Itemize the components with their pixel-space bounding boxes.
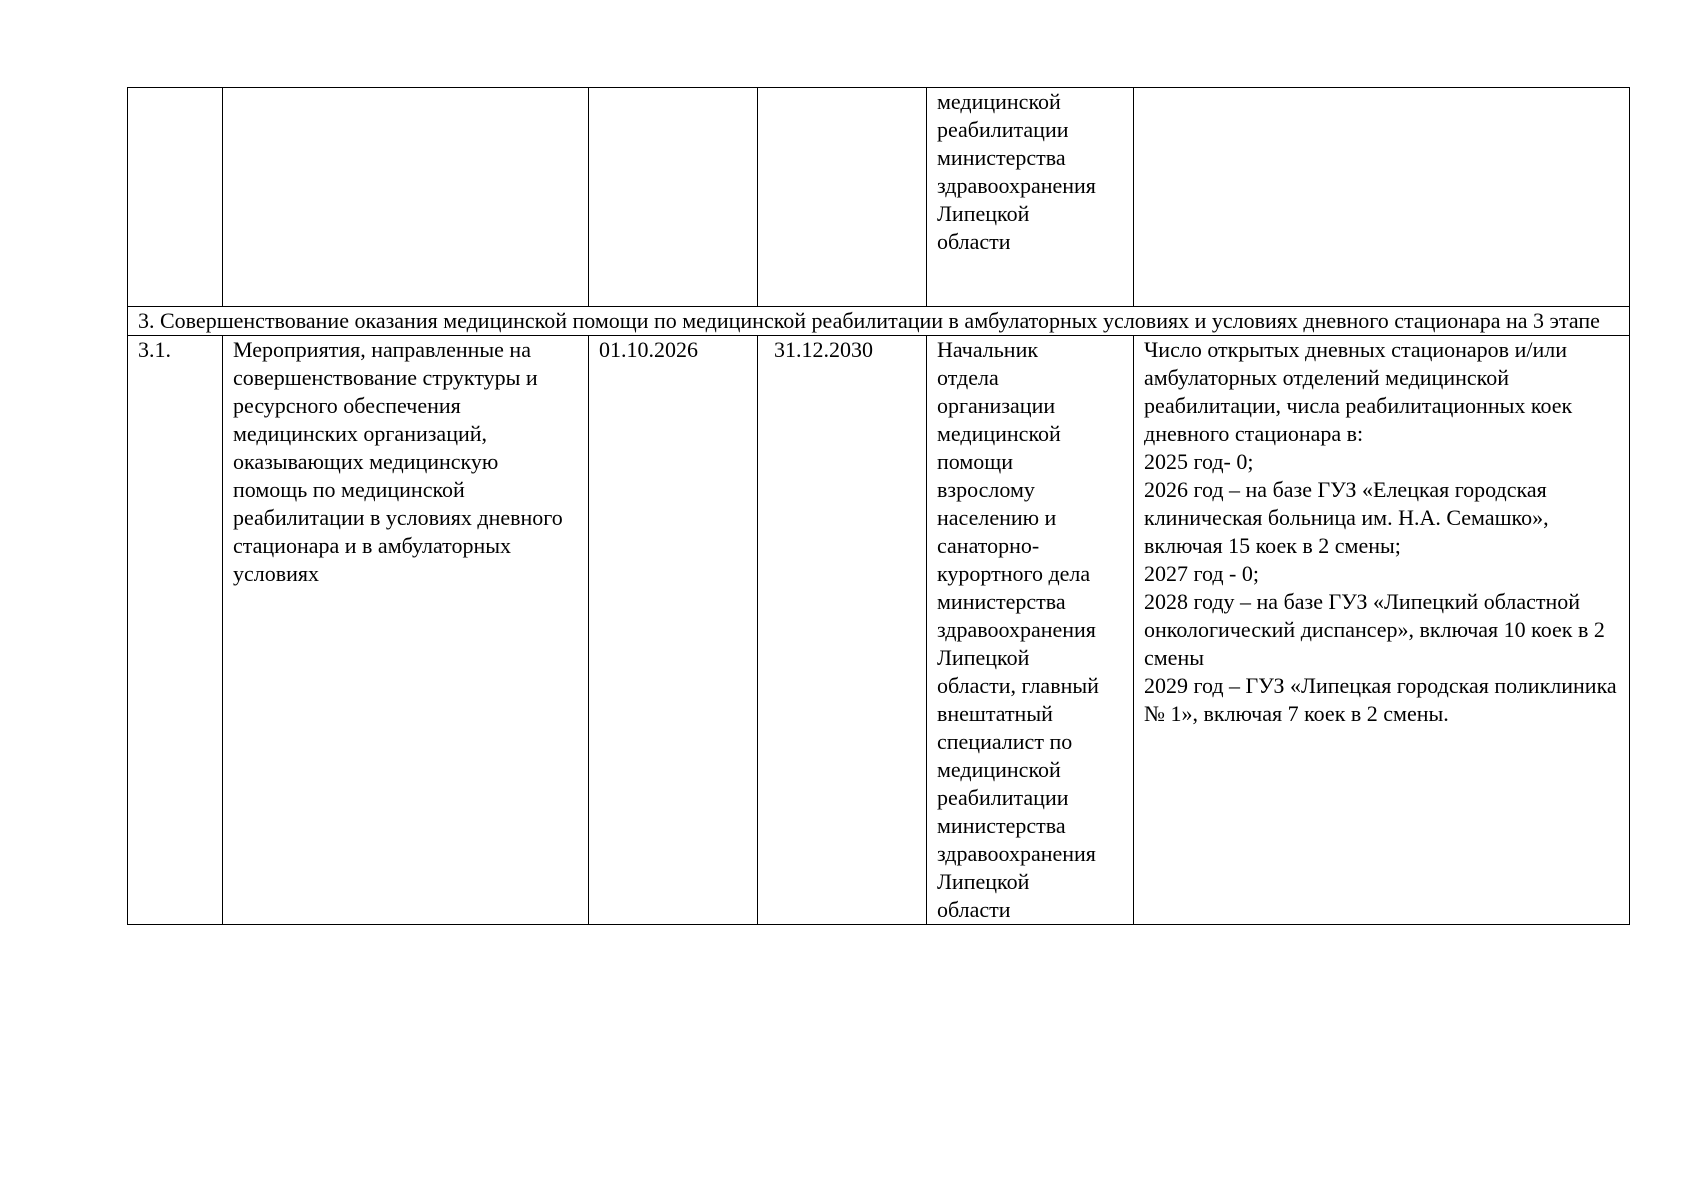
cell-end-date: 31.12.2030 xyxy=(758,336,927,925)
cell-end-date xyxy=(758,88,927,307)
cell-start-date xyxy=(589,88,758,307)
cell-activity: Мероприятия, направленные на совершенствование структуры и ресурсного обеспечения медицинских организаций, оказывающих медицинскую помощь по медицинской реабилитации в условиях дневного стационара и в амбулаторных условиях xyxy=(223,336,589,925)
cell-result: Число открытых дневных стационаров и/или амбулаторных отделений медицинской реабилитации, числа реабилитационных коек дневного стационара в: 2025 год- 0; 2026 год – на базе ГУЗ «Елецкая городская клиническая больница им. Н.А. Семашко», включая 15 коек в 2 смены; 2027 год - 0; 2028 году – на базе ГУЗ «Липецкий областной онкологический диспансер», включая 10 коек в 2 смены 2029 год – ГУЗ «Липецкая городская поликлиника № 1», включая 7 коек в 2 смены. xyxy=(1134,336,1630,925)
cell-responsible: Начальник отдела организации медицинской помощи взрослому населению и санаторно- курортного дела министерства здравоохранения Липецкой области, главный внештатный специалист по медицинской реабилитации министерства здравоохранения Липецкой области xyxy=(927,336,1134,925)
table-row-continued xyxy=(128,88,1630,307)
cell-number xyxy=(128,88,223,307)
table-row-item xyxy=(128,336,1630,925)
action-plan-table xyxy=(127,87,1630,925)
cell-responsible: медицинской реабилитации министерства здравоохранения Липецкой области xyxy=(927,88,1134,307)
table-row-section-header xyxy=(128,307,1630,336)
section-header-cell: 3. Совершенствование оказания медицинской помощи по медицинской реабилитации в амбулаторных условиях и условиях дневного стационара на 3 этапе xyxy=(128,307,1630,336)
cell-activity xyxy=(223,88,589,307)
cell-start-date: 01.10.2026 xyxy=(589,336,758,925)
cell-number: 3.1. xyxy=(128,336,223,925)
cell-result xyxy=(1134,88,1630,307)
